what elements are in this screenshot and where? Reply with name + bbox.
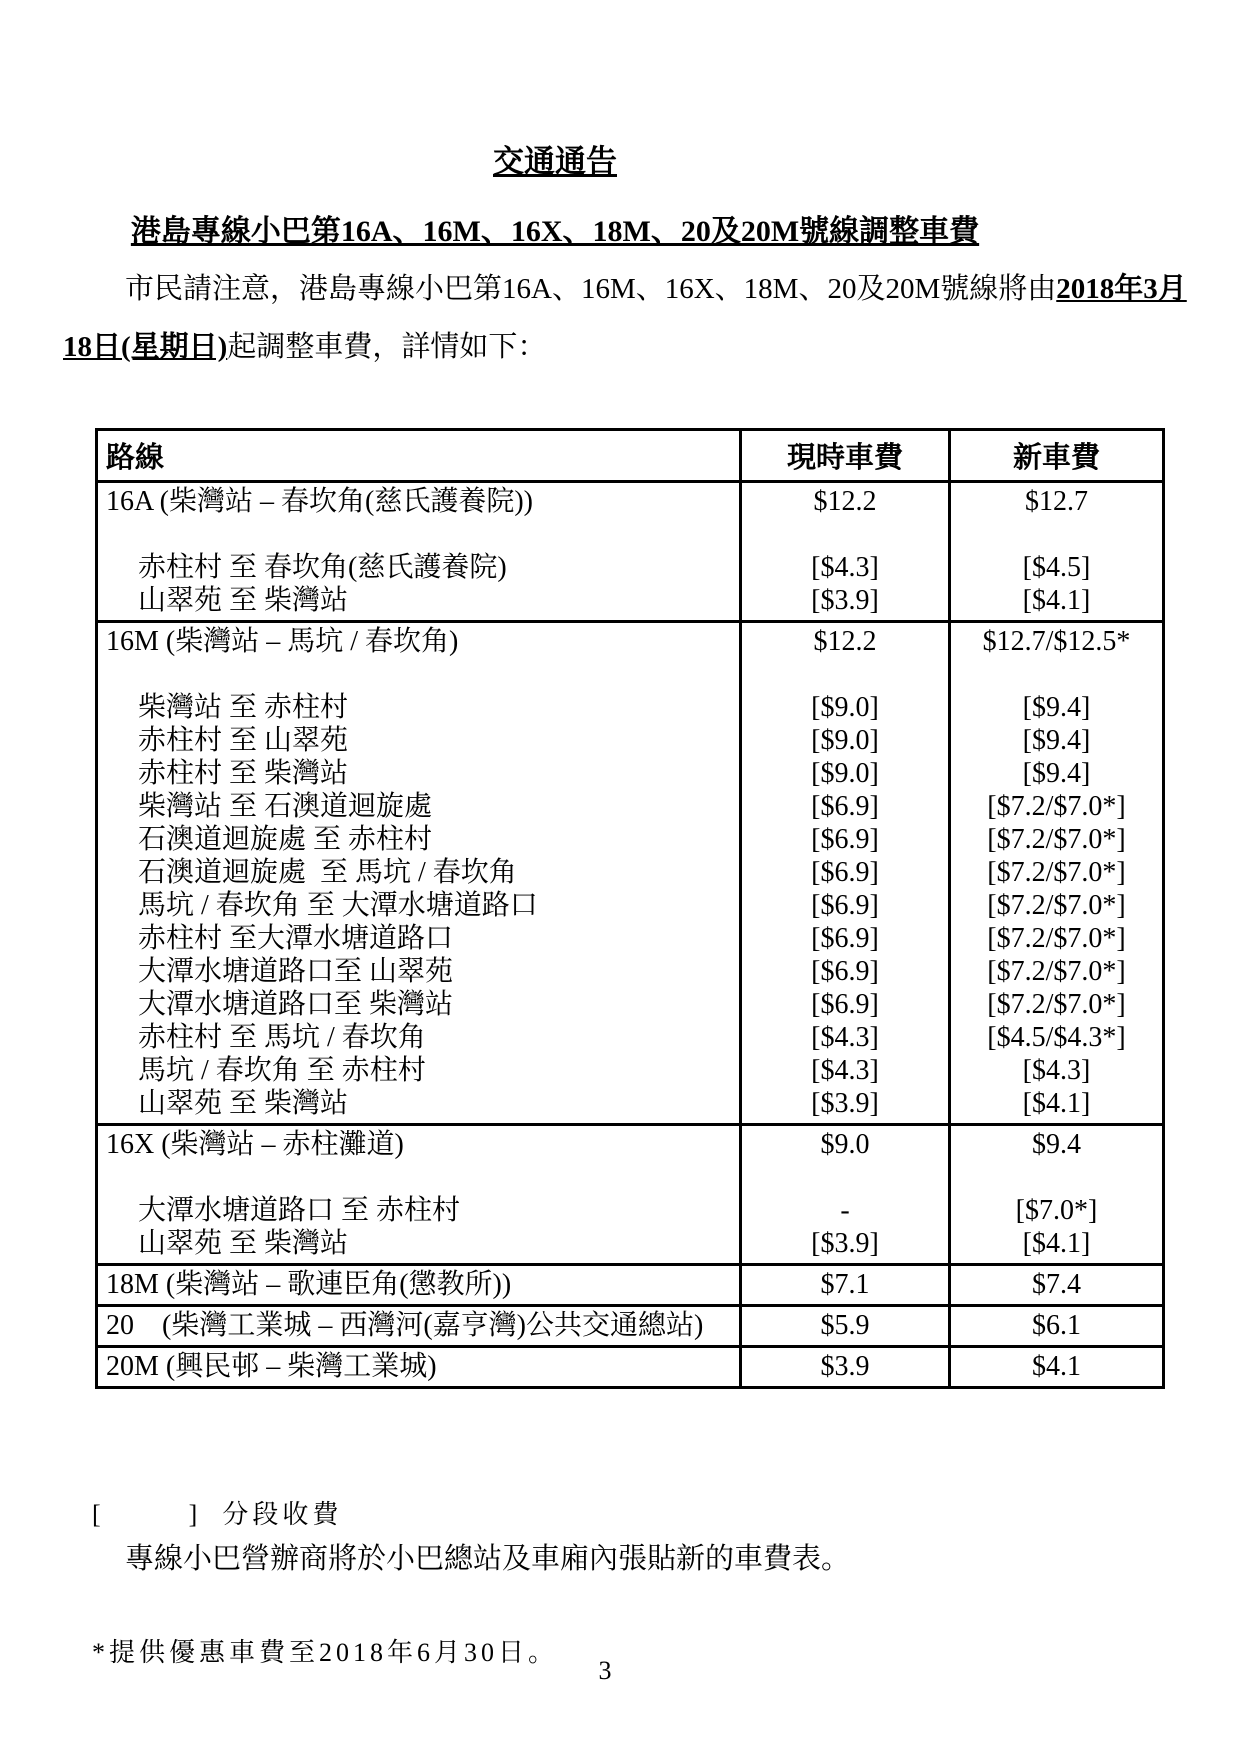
fare-value: [$7.2/$7.0*] bbox=[987, 956, 1126, 987]
route-segment: 石澳道迴旋處 至 赤柱村 bbox=[138, 824, 433, 855]
blank-line bbox=[742, 1161, 948, 1194]
fare-value: [$9.4] bbox=[1022, 725, 1091, 756]
route-column-cell bbox=[97, 482, 741, 622]
current-fare-cell bbox=[741, 1306, 950, 1347]
fare-group-row bbox=[97, 1265, 1164, 1306]
route-segment: 柴灣站 至 石澳道迴旋處 bbox=[138, 791, 433, 822]
fare-value: [$7.2/$7.0*] bbox=[987, 989, 1126, 1020]
route-segment: 山翠苑 至 柴灣站 bbox=[138, 1088, 349, 1119]
route-segment: 山翠苑 至 柴灣站 bbox=[138, 585, 349, 616]
fare-group-row bbox=[97, 1125, 1164, 1265]
fare-value: $12.2 bbox=[813, 626, 877, 657]
route-segment: 赤柱村 至 馬坑 / 春坎角 bbox=[138, 1022, 426, 1053]
section-fare-note: [ ] 分段收費 bbox=[92, 1500, 343, 1529]
page-title: 交通通告 bbox=[493, 144, 617, 179]
fare-value: [$7.2/$7.0*] bbox=[987, 791, 1126, 822]
fare-value: [$6.9] bbox=[811, 890, 879, 921]
current-fare-cell bbox=[741, 622, 950, 1125]
new-fare-cell bbox=[950, 1347, 1164, 1388]
fare-value: [$3.9] bbox=[811, 1088, 879, 1119]
fare-value: [$4.1] bbox=[1022, 1088, 1091, 1119]
route-segment: 赤柱村 至 春坎角(慈氏護養院) bbox=[138, 552, 507, 583]
route-name: 16X (柴灣站 – 赤柱灘道) bbox=[106, 1129, 404, 1160]
fare-value: [$4.1] bbox=[1022, 585, 1091, 616]
route-segment: 赤柱村 至大潭水塘道路口 bbox=[138, 923, 454, 954]
footnotes bbox=[92, 1400, 558, 1754]
header-current-fare: 現時車費 bbox=[741, 430, 950, 482]
fare-value: [$7.2/$7.0*] bbox=[987, 857, 1126, 888]
intro-line-2 bbox=[63, 324, 1185, 365]
fare-value: - bbox=[840, 1195, 850, 1226]
fare-value: [$4.5] bbox=[1022, 552, 1091, 583]
fare-value: [$6.9] bbox=[811, 956, 879, 987]
route-segment: 赤柱村 至 山翠苑 bbox=[138, 725, 349, 756]
blank-line bbox=[742, 518, 948, 551]
current-fare-cell bbox=[741, 1265, 950, 1306]
fare-value: [$4.5/$4.3*] bbox=[987, 1022, 1126, 1053]
fare-value: [$9.4] bbox=[1022, 758, 1091, 789]
fare-value: [$4.1] bbox=[1022, 1228, 1091, 1259]
route-name: 20 (柴灣工業城 – 西灣河(嘉亨灣)公共交通總站) bbox=[106, 1310, 704, 1341]
route-column-cell bbox=[97, 1265, 741, 1306]
route-segment: 馬坑 / 春坎角 至 赤柱村 bbox=[138, 1055, 426, 1086]
page-number: 3 bbox=[598, 1656, 612, 1685]
fare-group-row bbox=[97, 622, 1164, 1125]
closing-paragraph: 專線小巴營辦商將於小巴總站及車廂內張貼新的車費表。 bbox=[125, 1543, 851, 1575]
fare-group-row bbox=[97, 482, 1164, 622]
fare-value: [$6.9] bbox=[811, 791, 879, 822]
blank-line bbox=[742, 658, 948, 691]
fare-value: [$7.2/$7.0*] bbox=[987, 890, 1126, 921]
fare-value: $7.4 bbox=[1032, 1269, 1081, 1300]
fare-value: [$9.4] bbox=[1022, 692, 1091, 723]
fare-value: [$3.9] bbox=[811, 585, 879, 616]
intro-line-1 bbox=[63, 266, 1185, 307]
fare-value: [$6.9] bbox=[811, 923, 879, 954]
blank-line bbox=[98, 658, 739, 691]
fare-value: [$3.9] bbox=[811, 1228, 879, 1259]
route-segment: 大潭水塘道路口 至 赤柱村 bbox=[138, 1195, 461, 1226]
blank-line bbox=[951, 658, 1162, 691]
new-fare-cell bbox=[950, 622, 1164, 1125]
new-fare-cell bbox=[950, 1125, 1164, 1265]
fare-value: $3.9 bbox=[820, 1351, 870, 1382]
fare-value: $9.0 bbox=[820, 1129, 870, 1160]
new-fare-cell bbox=[950, 1306, 1164, 1347]
header-row bbox=[97, 430, 1164, 482]
fare-group-row bbox=[97, 1347, 1164, 1388]
fare-value: [$9.0] bbox=[811, 692, 879, 723]
route-segment: 柴灣站 至 赤柱村 bbox=[138, 692, 349, 723]
current-fare-cell bbox=[741, 1125, 950, 1265]
fare-value: $6.1 bbox=[1032, 1310, 1081, 1341]
fare-value: $5.9 bbox=[820, 1310, 870, 1341]
fare-value: [$4.3] bbox=[811, 1055, 879, 1086]
fare-value: [$7.0*] bbox=[1015, 1195, 1098, 1226]
route-column-cell bbox=[97, 1347, 741, 1388]
fare-value: [$4.3] bbox=[811, 1022, 879, 1053]
route-name: 16A (柴灣站 – 春坎角(慈氏護養院)) bbox=[106, 486, 533, 517]
fare-value: $7.1 bbox=[820, 1269, 870, 1300]
fare-table-body bbox=[97, 482, 1164, 1388]
fare-value: [$9.0] bbox=[811, 725, 879, 756]
new-fare-cell bbox=[950, 1265, 1164, 1306]
route-segment: 石澳道迴旋處 至 馬坑 / 春坎角 bbox=[138, 857, 517, 888]
effective-date-part2: 18日(星期日) bbox=[63, 331, 228, 363]
intro-text-1: 市民請注意，港島專線小巴第16A、16M、16X、18M、20及20M號線將由 bbox=[125, 273, 1057, 305]
fare-value: [$4.3] bbox=[1022, 1055, 1091, 1086]
blank-line bbox=[951, 1161, 1162, 1194]
route-column-cell bbox=[97, 622, 741, 1125]
fare-value: $9.4 bbox=[1032, 1129, 1081, 1160]
fare-value: $4.1 bbox=[1032, 1351, 1081, 1382]
route-segment: 大潭水塘道路口至 柴灣站 bbox=[138, 989, 454, 1020]
route-name: 18M (柴灣站 – 歌連臣角(懲教所)) bbox=[106, 1269, 512, 1300]
route-segment: 赤柱村 至 柴灣站 bbox=[138, 758, 349, 789]
route-name: 20M (興民邨 – 柴灣工業城) bbox=[106, 1351, 437, 1382]
effective-date-part1: 2018年3月 bbox=[1056, 273, 1187, 305]
fare-value: [$9.0] bbox=[811, 758, 879, 789]
route-segment: 山翠苑 至 柴灣站 bbox=[138, 1228, 349, 1259]
fare-table bbox=[95, 428, 1165, 1389]
fare-table-header bbox=[97, 430, 1164, 482]
fare-value: $12.7 bbox=[1025, 486, 1088, 517]
current-fare-cell bbox=[741, 1347, 950, 1388]
fare-value: [$6.9] bbox=[811, 857, 879, 888]
route-name: 16M (柴灣站 – 馬坑 / 春坎角) bbox=[106, 626, 459, 657]
fare-value: [$6.9] bbox=[811, 989, 879, 1020]
blank-line bbox=[98, 1161, 739, 1194]
fare-value: [$7.2/$7.0*] bbox=[987, 923, 1126, 954]
route-column-cell bbox=[97, 1306, 741, 1347]
route-segment: 大潭水塘道路口至 山翠苑 bbox=[138, 956, 454, 987]
new-fare-cell bbox=[950, 482, 1164, 622]
intro-text-2: 起調整車費，詳情如下： bbox=[227, 331, 547, 363]
fare-value: [$4.3] bbox=[811, 552, 879, 583]
fare-value: $12.7/$12.5* bbox=[982, 626, 1131, 657]
header-new-fare: 新車費 bbox=[950, 430, 1164, 482]
discount-fare-note: *提供優惠車費至2018年6月30日。 bbox=[92, 1638, 559, 1667]
fare-value: $12.2 bbox=[813, 486, 877, 517]
fare-value: [$6.9] bbox=[811, 824, 879, 855]
route-column-cell bbox=[97, 1125, 741, 1265]
fare-value: [$7.2/$7.0*] bbox=[987, 824, 1126, 855]
fare-group-row bbox=[97, 1306, 1164, 1347]
blank-line bbox=[98, 518, 739, 551]
blank-line bbox=[951, 518, 1162, 551]
header-route: 路線 bbox=[97, 430, 741, 482]
current-fare-cell bbox=[741, 482, 950, 622]
route-segment: 馬坑 / 春坎角 至 大潭水塘道路口 bbox=[138, 890, 538, 921]
subtitle: 港島專線小巴第16A、16M、16X、18M、20及20M號線調整車費 bbox=[130, 215, 980, 248]
